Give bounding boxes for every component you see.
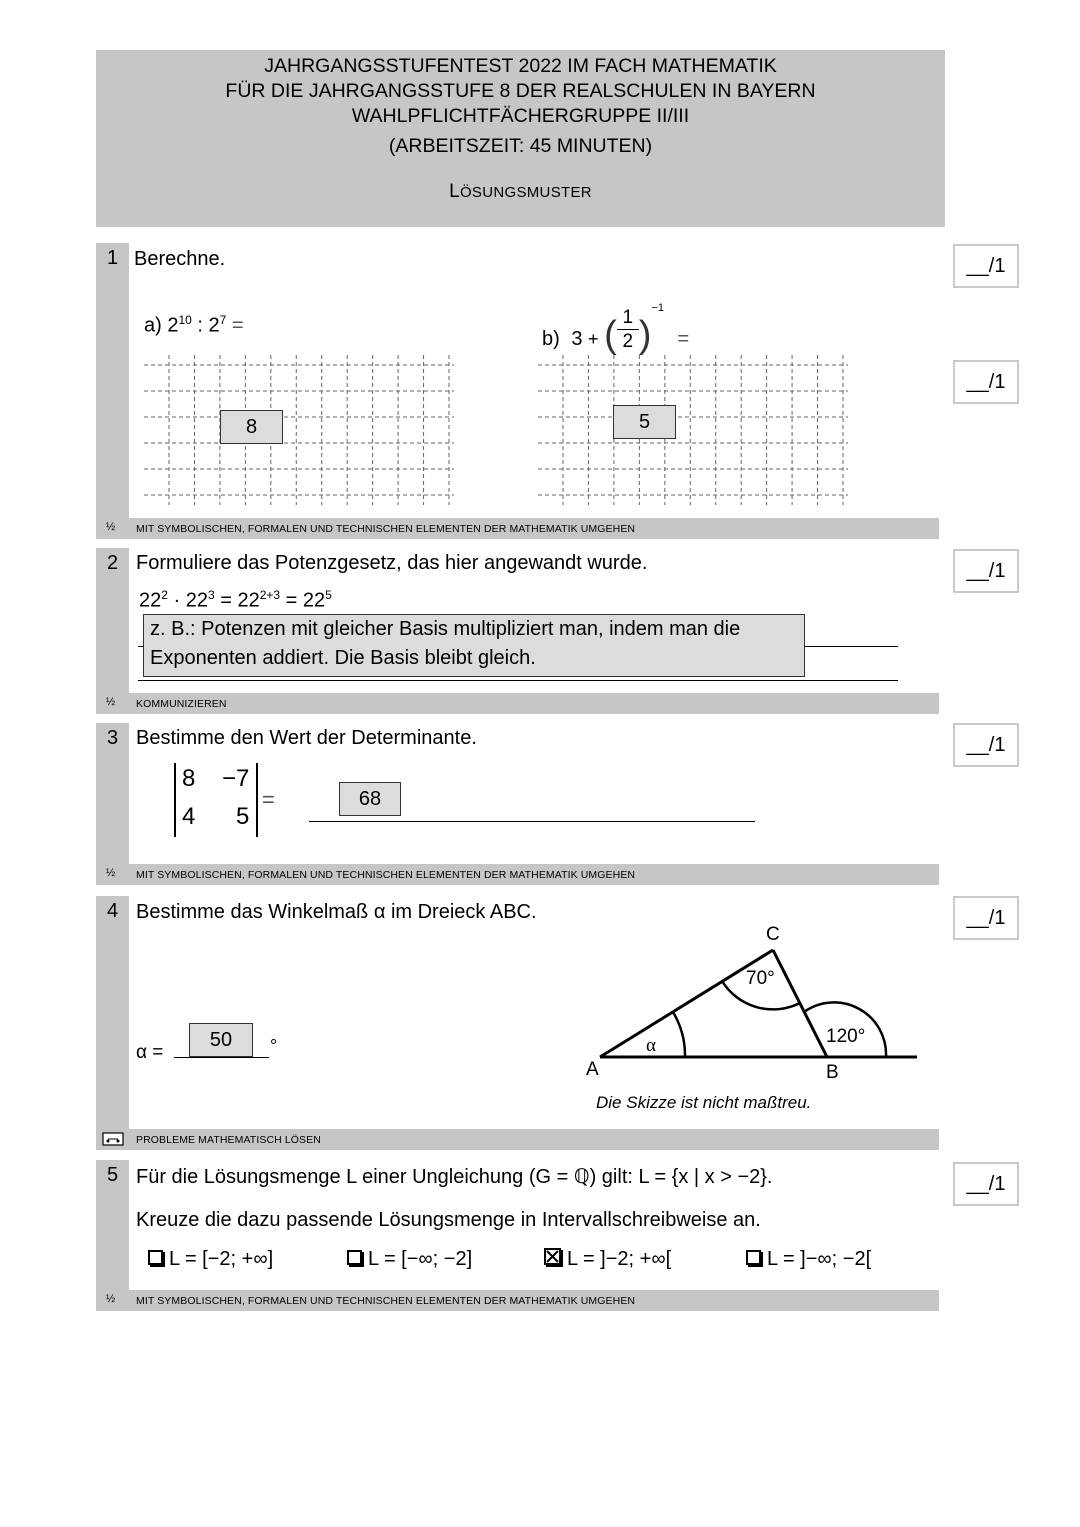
task-prompt: Berechne. bbox=[134, 248, 226, 270]
task-number: 4 bbox=[106, 900, 119, 922]
task-number: 3 bbox=[106, 727, 119, 749]
vertex-c-label: C bbox=[766, 924, 780, 945]
fraction-category-icon: ½ bbox=[106, 1293, 116, 1305]
grid-b bbox=[538, 355, 848, 505]
answer-box: 68 bbox=[339, 782, 401, 816]
angle-c-label: 70° bbox=[746, 968, 775, 989]
score-box-2[interactable]: __/1 bbox=[953, 549, 1019, 593]
task-number: 1 bbox=[106, 247, 119, 269]
task-2 bbox=[96, 548, 939, 714]
task-prompt: Bestimme das Winkelmaß α im Dreieck ABC. bbox=[136, 901, 537, 923]
category-label: KOMMUNIZIEREN bbox=[136, 698, 227, 710]
option-1[interactable]: L = [−2; +∞] bbox=[148, 1248, 273, 1271]
fraction-category-icon: ½ bbox=[106, 867, 116, 879]
fraction-numerator: 1 bbox=[617, 306, 639, 330]
task-prompt: Formuliere das Potenzgesetz, das hier angewandt wurde. bbox=[136, 552, 648, 574]
vertex-b-label: B bbox=[826, 1062, 839, 1083]
task-1 bbox=[96, 243, 939, 539]
checkbox-icon[interactable] bbox=[746, 1250, 761, 1265]
fraction-category-icon: ½ bbox=[106, 521, 116, 533]
answer-box-b: 5 bbox=[613, 405, 676, 439]
solution-label: LÖSUNGSMUSTER bbox=[449, 181, 592, 202]
category-label: PROBLEME MATHEMATISCH LÖSEN bbox=[136, 1134, 321, 1146]
category-bar bbox=[96, 1290, 939, 1311]
header-line-3: WAHLPFLICHTFÄCHERGRUPPE II/III bbox=[351, 105, 690, 127]
checked-checkbox-icon[interactable] bbox=[544, 1248, 561, 1265]
expression-a: a) $2^{10}$ : $2^7$ = bbox=[144, 313, 244, 337]
puzzle-category-icon bbox=[102, 1132, 124, 1149]
header-line-4: (ARBEITSZEIT: 45 MINUTEN) bbox=[388, 135, 653, 157]
task-4: 4 Bestimme das Winkelmaß α im Dreieck ABC. α = 50 ° C 70° 120° α A B Die Skizze ist nicht maßtreu. PROBLEME MATHEMATISCH LÖSEN bbox=[96, 896, 939, 1150]
header-box bbox=[96, 50, 945, 227]
category-label: MIT SYMBOLISCHEN, FORMALEN UND TECHNISCHEN ELEMENTEN DER MATHEMATIK UMGEHEN bbox=[136, 869, 636, 881]
fraction-denominator: 2 bbox=[622, 331, 634, 353]
answer-box: z. B.: Potenzen mit gleicher Basis multipliziert man, indem man die Exponenten addiert. Die Basis bleibt gleich. bbox=[143, 614, 805, 677]
option-3[interactable]: L = ]−2; +∞[ bbox=[544, 1248, 671, 1271]
sketch-note: Die Skizze ist nicht maßtreu. bbox=[596, 1093, 812, 1112]
category-bar bbox=[96, 864, 939, 885]
expression-b: b) 3 + ( $\frac{1}{2}$ )$^{-1}$ = bbox=[542, 302, 690, 356]
task-prompt-2: Kreuze die dazu passende Lösungsmenge in Intervallschreibweise an. bbox=[136, 1209, 761, 1231]
alpha-label: α = bbox=[136, 1042, 164, 1063]
angle-alpha-label: α bbox=[646, 1035, 656, 1056]
determinant: 8 −7 4 5 bbox=[174, 763, 258, 837]
task-number: 5 bbox=[106, 1164, 119, 1186]
score-box-4[interactable]: __/1 bbox=[953, 896, 1019, 940]
task-3: 3 Bestimme den Wert der Determinante. 8 −7 4 5 = 68 ½ MIT SYMBOLISCHEN, FORMALEN UND TECHNISCHEN ELEMENTEN DER MATHEMATIK UMGEHEN bbox=[96, 723, 939, 885]
category-label: MIT SYMBOLISCHEN, FORMALEN UND TECHNISCHEN ELEMENTEN DER MATHEMATIK UMGEHEN bbox=[136, 1295, 636, 1307]
answer-box: 50 bbox=[189, 1023, 253, 1057]
category-bar bbox=[96, 1129, 939, 1150]
category-bar bbox=[96, 518, 939, 539]
score-box-1b[interactable]: __/1 bbox=[953, 360, 1019, 404]
option-4[interactable]: L = ]−∞; −2[ bbox=[746, 1248, 871, 1271]
task-prompt-1: Für die Lösungsmenge L einer Ungleichung (G = ℚ) gilt: L = {x | x > −2}. bbox=[136, 1166, 773, 1188]
checkbox-icon[interactable] bbox=[347, 1250, 362, 1265]
task-5 bbox=[96, 1160, 939, 1311]
fraction-category-icon: ½ bbox=[106, 696, 116, 708]
score-box-1a[interactable]: __/1 bbox=[953, 244, 1019, 288]
angle-ext-b-label: 120° bbox=[826, 1026, 866, 1047]
option-2[interactable]: L = [−∞; −2] bbox=[347, 1248, 472, 1271]
score-box-5[interactable]: __/1 bbox=[953, 1162, 1019, 1206]
answer-line bbox=[309, 821, 755, 822]
header-line-1: JAHRGANGSSTUFENTEST 2022 IM FACH MATHEMATIK bbox=[264, 55, 777, 77]
category-bar bbox=[96, 693, 939, 714]
category-label: MIT SYMBOLISCHEN, FORMALEN UND TECHNISCHEN ELEMENTEN DER MATHEMATIK UMGEHEN bbox=[136, 523, 636, 535]
header-line-2: FÜR DIE JAHRGANGSSTUFE 8 DER REALSCHULEN IN BAYERN bbox=[225, 80, 816, 102]
checkbox-icon[interactable] bbox=[148, 1250, 163, 1265]
grid-a bbox=[144, 355, 454, 505]
formula: $22^2 \cdot 22^3 = 22^{2+3} = 22^5$ bbox=[139, 588, 332, 612]
arc-alpha bbox=[673, 1012, 685, 1057]
task-number: 2 bbox=[106, 552, 119, 574]
answer-box-a: 8 bbox=[220, 410, 283, 444]
vertex-a-label: A bbox=[586, 1059, 599, 1080]
answer-line-2 bbox=[138, 680, 898, 681]
answer-line bbox=[174, 1057, 269, 1058]
triangle-sketch bbox=[586, 920, 926, 1110]
task-prompt: Bestimme den Wert der Determinante. bbox=[136, 727, 477, 749]
score-box-3[interactable]: __/1 bbox=[953, 723, 1019, 767]
